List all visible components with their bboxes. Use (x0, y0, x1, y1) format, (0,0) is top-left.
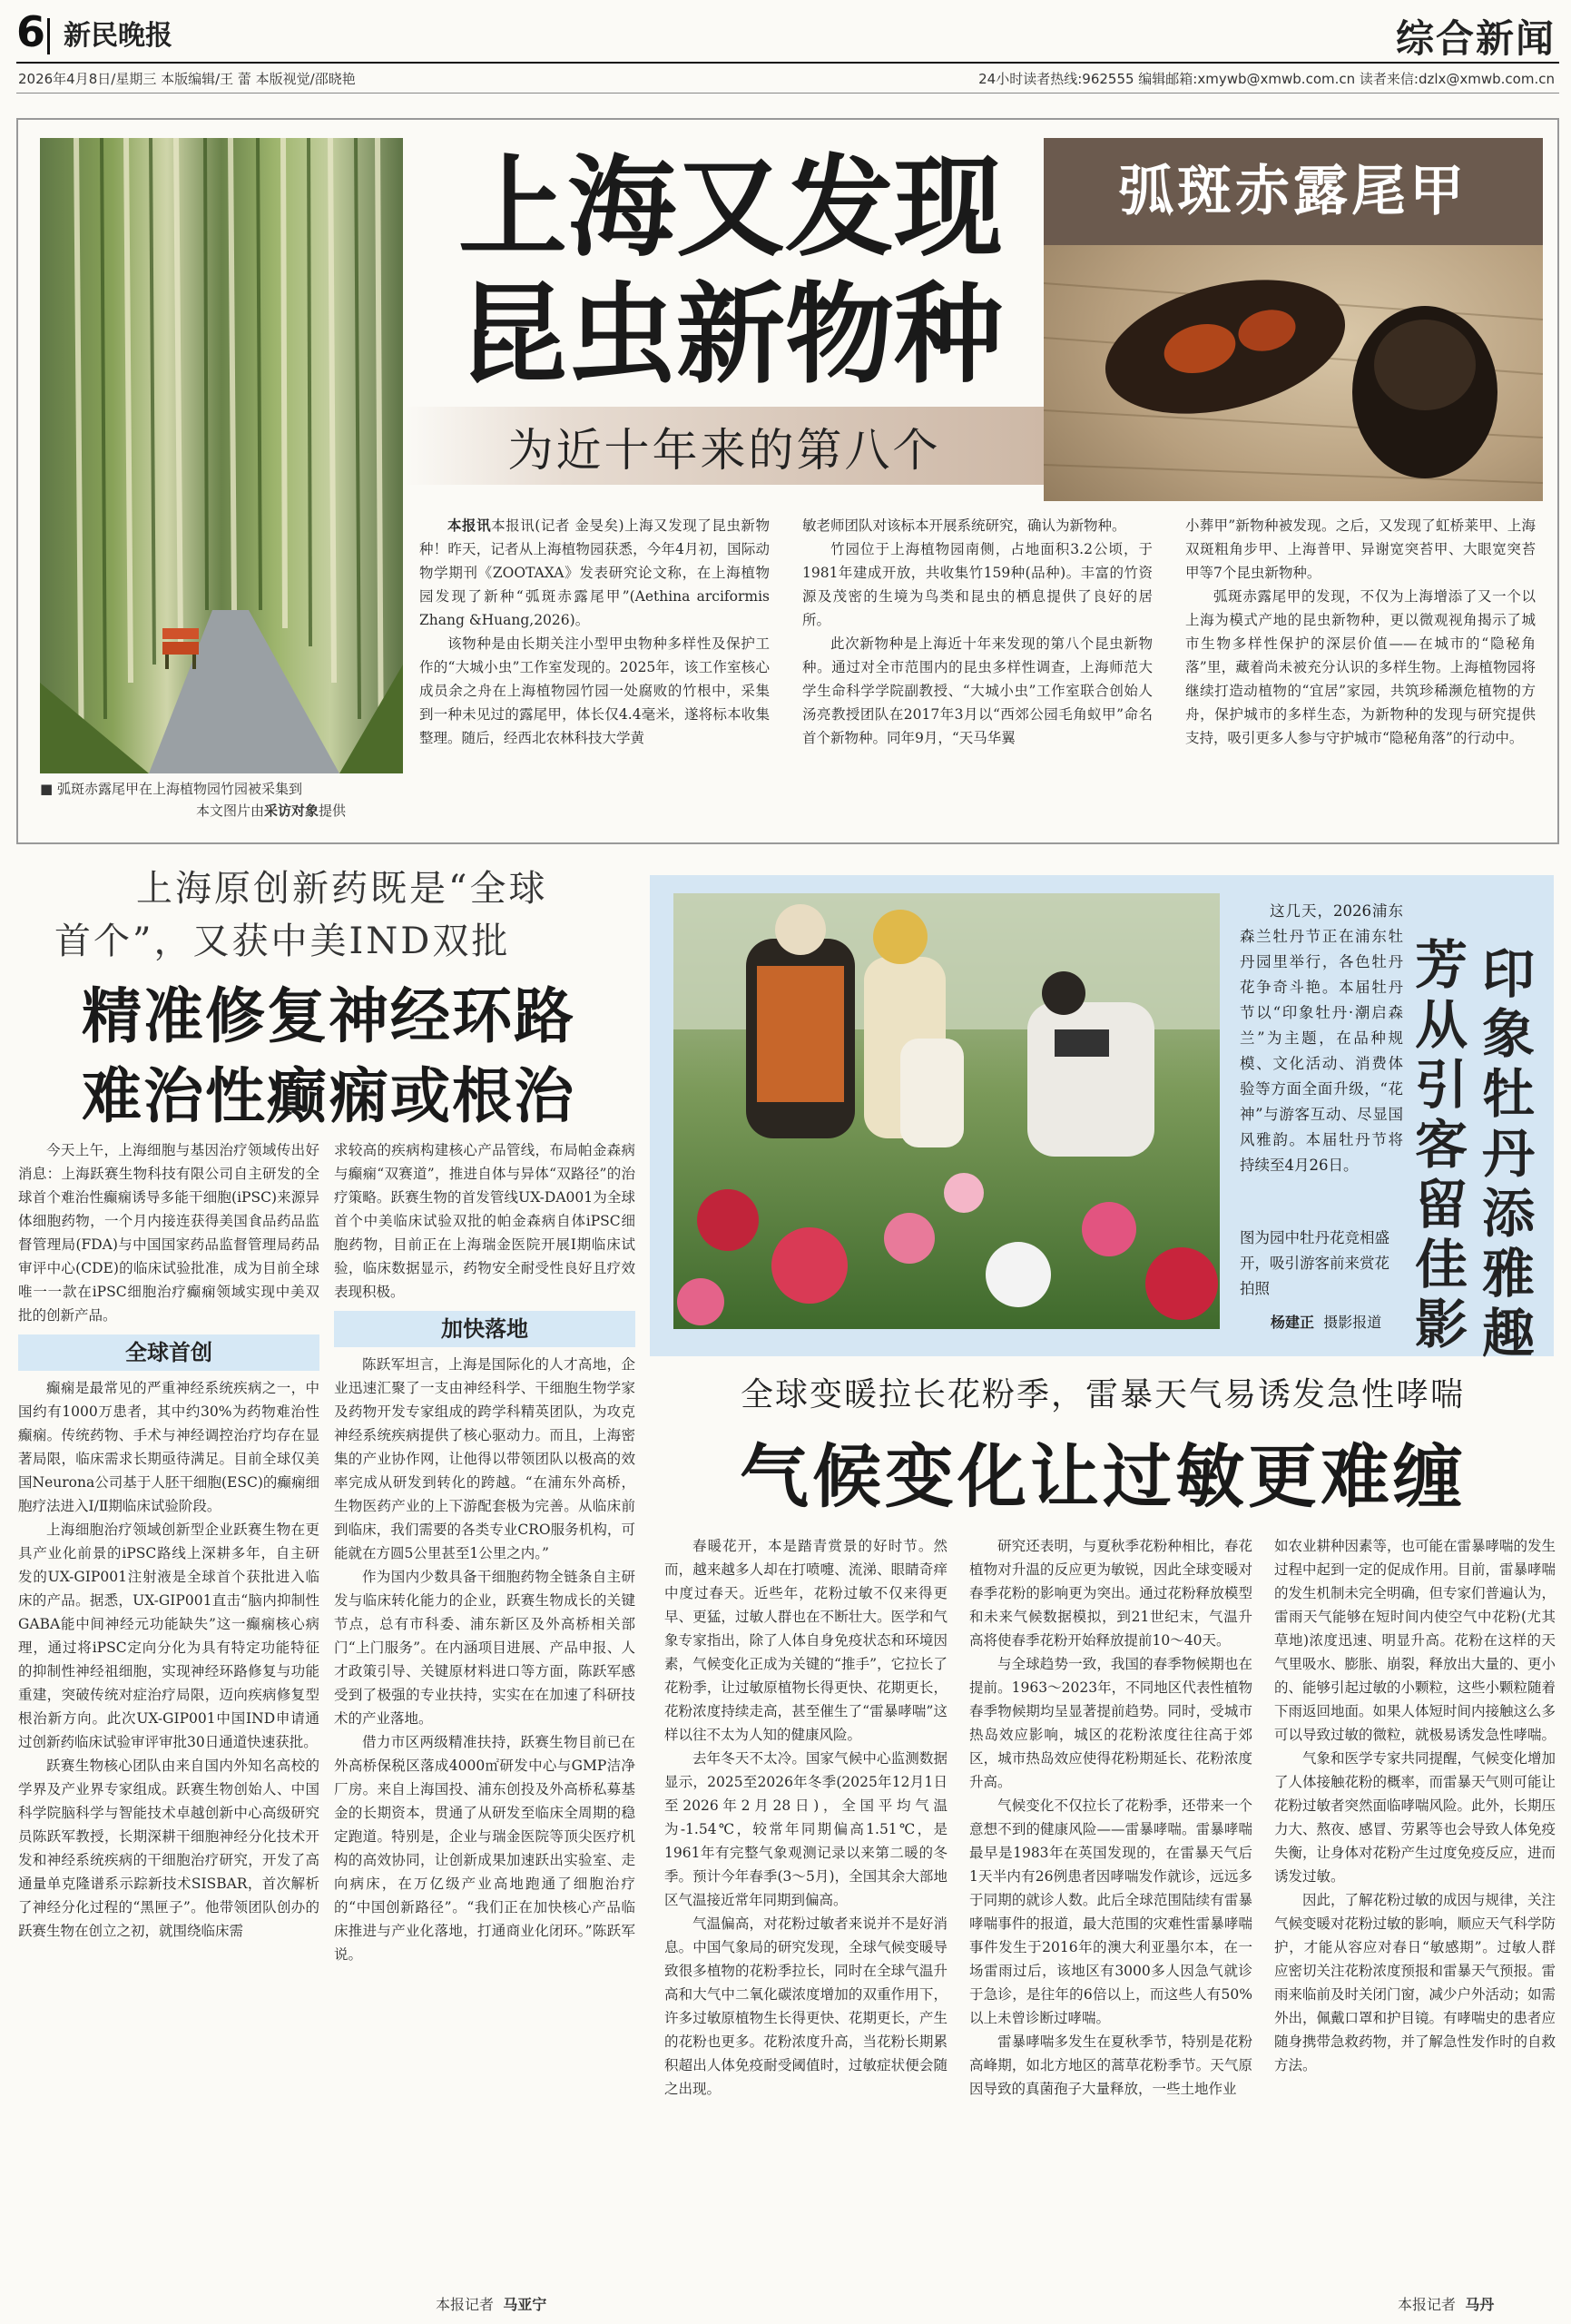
story4-para: 与全球趋势一致，我国的春季物候期也在提前。1963～2023年，不同地区代表性植物春季物候期均呈显著提前趋势。同时，受城市热岛效应影响，城区的花粉浓度往往高于郊区，城市热岛效应使得花粉期延长、花粉浓度升高。 (969, 1656, 1252, 1790)
story4-byline: 本报记者 马丹 (1398, 2296, 1495, 2313)
story1-title-line2: 昆虫新物种 (458, 272, 1003, 399)
date-rule (16, 93, 1559, 94)
story1-para: 敏老师团队对该标本开展系统研究，确认为新物种。 (802, 517, 1126, 534)
story2-col2 (334, 1138, 635, 1966)
section-name: 综合新闻 (1395, 16, 1556, 61)
story2-kicker-line2: 首个”，又获中美IND双批 (54, 921, 511, 962)
story4-para: 雷暴哮喘多发生在夏秋季节，特别是花粉高峰期，如北方地区的蒿草花粉季节。天气原因导致的真菌孢子大量释放，一些土地作业 (969, 2034, 1252, 2097)
story4-para: 气温偏高，对花粉过敏者来说并不是好消息。中国气象局的研究发现，全球气候变暖导致很多植物的花粉季拉长，同时在全球气温升高和大气中二氧化碳浓度增加的双重作用下，许多过敏原植物生长得更快、花期更长，产生的花粉也更多。花粉浓度升高，当花粉长期累积超出人体免疫耐受阈值时，过敏症状便会随之出现。 (664, 1915, 948, 2097)
date-line: 2026年4月8日/星期三 本版编辑/王 蕾 本版视觉/邵晓艳 (18, 71, 356, 87)
story2-col1 (18, 1138, 319, 1943)
story2-kicker (54, 862, 548, 968)
peony-garden-photo (673, 893, 1220, 1329)
story2-para: 作为国内少数具备干细胞药物全链条自主研发与临床转化能力的企业，跃赛生物成长的关键节点，总有市科委、浦东新区及外高桥相关部门“上门服务”。在内涵项目进展、产品申报、人才政策引导、关键原材料进口等方面，陈跃军感受到了极强的专业扶持，实实在在加速了科研技术的产业落地。 (334, 1569, 635, 1727)
bamboo-forest-photo (40, 138, 403, 773)
story2-para: 上海细胞治疗领域创新型企业跃赛生物在更具产业化前景的iPSC路线上深耕多年，自主研发的UX-GIP001注射液是全球首个获批进入临床的产品。据悉，UX-GIP001直击“脑内抑制性GABA能中间神经元功能缺失”这一癫痫核心病理，通过将iPSC定向分化为具有特定功能特征的抑制性神经祖细胞，实现神经环路修复与功能重建，突破传统对症治疗局限，迈向疾病修复型根治新方向。此次UX-GIP001中国IND申请通过创新药临床试验审评审批30日通道快速获批。 (18, 1521, 319, 1750)
story4-para: 研究还表明，与夏秋季花粉种相比，春花植物对升温的反应更为敏锐，因此全球变暖对春季花粉的影响更为突出。通过花粉释放模型和未来气候数据模拟，到21世纪末，气温升高将使春季花粉开始释放提前10～40天。 (969, 1538, 1252, 1649)
story2-subhead-speed-up: 加快落地 (334, 1311, 635, 1347)
story1-para: 此次新物种是上海近十年来发现的第八个昆虫新物种。通过对全市范围内的昆虫多样性调查，上海师范大学生命科学学院副教授、“大城小虫”工作室联合创始人汤亮教授团队在2017年3月以“西郊公园毛角蚁甲”命名首个新物种。同年9月，“天马华翼 (802, 635, 1153, 746)
page-number: 6 (16, 7, 46, 56)
story2-para: 陈跃军坦言，上海是国际化的人才高地，企业迅速汇聚了一支由神经科学、干细胞生物学家及药物开发专家组成的跨学科精英团队，为攻克神经系统疾病提供了核心驱动力。而且，上海密集的产业协作网，让他得以带领团队以极高的效率完成从研发到转化的跨越。“在浦东外高桥，生物医药产业的上下游配套极为完善。从临床前到临床，我们需要的各类专业CRO服务机构，可能就在方圆5公里甚至1公里之内。” (334, 1356, 635, 1561)
story4-para: 气候变化不仅拉长了花粉季，还带来一个意想不到的健康风险——雷暴哮喘。雷暴哮喘最早是1983年在英国发现的，在雷暴天气后1天半内有26例患者因哮喘发作就诊，远远多于同期的就诊人数。此后全球范围陆续有雷暴哮喘事件的报道，最大范围的灾难性雷暴哮喘事件发生于2016年的澳大利亚墨尔本，在一场雷雨过后，该地区有3000多人因急气就诊于急诊，是往年的6倍以上，而这些人有50%以上未曾诊断过哮喘。 (969, 1797, 1252, 2026)
story4-para: 春暖花开，本是踏青赏景的好时节。然而，越来越多人却在打喷嚏、流涕、眼睛奇痒中度过春天。近些年，花粉过敏不仅来得更早、更猛，过敏人群也在不断壮大。医学和气象专家指出，除了人体自身免疫状态和环境因素，气候变化正成为关键的“推手”，它拉长了花粉季，让过敏原植物长得更快、花期更长，花粉浓度持续走高，甚至催生了“雷暴哮喘”这样以往不太为人知的健康风险。 (664, 1538, 948, 1743)
masthead (16, 5, 1559, 60)
story1-col1 (419, 514, 770, 750)
story1-subtitle: 为近十年来的第八个 (507, 424, 941, 477)
story2-subhead-global-first: 全球首创 (18, 1334, 319, 1371)
story3-title-col2: 芳从引客留佳影 (1414, 934, 1468, 1355)
masthead-divider (47, 18, 50, 54)
story4-para: 气象和医学专家共同提醒，气候变化增加了人体接触花粉的概率，而雷暴天气则可能让花粉过敏者突然面临哮喘风险。此外，长期压力大、熬夜、感冒、劳累等也会导致人体免疫失衡，让身体对花粉产生过度免疫反应，进而诱发过敏。 (1274, 1750, 1556, 1885)
story3-text: 这几天，2026浦东森兰牡丹节正在浦东牡丹园里举行，各色牡丹花争奇斗艳。本届牡丹节以“印象牡丹·潮启森兰”为主题，在品种规模、文化活动、消费体验等方面全面升级，“花神”与游客互动、尽显国风雅韵。本届牡丹节将持续至4月26日。 (1240, 902, 1403, 1174)
story4-para: 因此，了解花粉过敏的成因与规律，关注气候变暖对花粉过敏的影响，顺应天气科学防护，才能从容应对春日“敏感期”。过敏人群应密切关注花粉浓度预报和雷暴天气预报。雷雨来临前及时关闭门窗，减少户外活动；如需外出，佩戴口罩和护目镜。有哮喘史的患者应随身携带急救药物，并了解急性发作时的自救方法。 (1274, 1892, 1556, 2073)
story4-col1 (664, 1534, 948, 2101)
story3-caption: 图为园中牡丹花竞相盛开，吸引游客前来赏花拍照 (1240, 1229, 1389, 1297)
story2-para: 癫痫是最常见的严重神经系统疾病之一，中国约有1000万患者，其中约30%为药物难治性癫痫。传统药物、手术与神经调控治疗均存在显著局限，临床需求长期亟待满足。目前全球仅美国Neurona公司基于人胚干细胞(ESC)的癫痫细胞疗法进入Ⅰ/Ⅱ期临床试验阶段。 (18, 1380, 319, 1514)
story1-col2 (802, 514, 1153, 750)
story1-photo-caption: ■ 弧斑赤露尾甲在上海植物园竹园被采集到 (40, 781, 302, 797)
story3-title-col1: 印象牡丹添雅趣 (1481, 943, 1535, 1364)
paper-name: 新民晚报 (64, 20, 172, 52)
story4-para: 如农业耕种因素等，也可能在雷暴哮喘的发生过程中起到一定的促成作用。目前，雷暴哮喘的发生机制未完全明确，但专家们普遍认为，雷雨天气能够在短时间内使空气中花粉(尤其草地)浓度迅速、明显升高。花粉在这样的天气里吸水、膨胀、崩裂，释放出大量的、更小的、能够引起过敏的小颗粒，这些小颗粒随着下雨返回地面。如果人体短时间内接触这么多可以导致过敏的微粒，就极易诱发急性哮喘。 (1274, 1538, 1556, 1743)
story1-para: 弧斑赤露尾甲的发现，不仅为上海增添了又一个以上海为模式产地的昆虫新物种，更以微观视角揭示了城市生物多样性保护的深层价值——在城市的“隐秘角落”里，藏着尚未被充分认识的多样生物。上海植物园将继续打造动植物的“宜居”家园，共筑珍稀濒危植物的方舟，保护城市的多样生态，为新物种的发现与研究提供支持，吸引更多人参与守护城市“隐秘角落”的行动中。 (1185, 588, 1536, 746)
story4-title: 气候变化让过敏更难缠 (740, 1436, 1466, 1517)
story1-para: 本报讯本报讯(记者 金旻矣)上海又发现了昆虫新物种！昨天，记者从上海植物园获悉，今年4月初，国际动物学期刊《ZOOTAXA》发表研究论文称，在上海植物园发现了新种“弧斑赤露尾甲”(Aethina arciformis Zhang &Huang,2026)。 (419, 517, 770, 628)
story4-col2 (969, 1534, 1252, 2101)
story1-title (427, 145, 1035, 399)
story1-para: 小葬甲”新物种被发现。之后，又发现了虹桥莱甲、上海双斑粗角步甲、上海普甲、异谢宽突苔甲、大眼宽突苔甲等7个昆虫新物种。 (1185, 517, 1536, 581)
story1-para: 该物种是由长期关注小型甲虫物种多样性及保护工作的“大城小虫”工作室发现的。2025年，该工作室核心成员余之舟在上海植物园竹园一处腐败的竹根中，采集到一种未见过的露尾甲，体长仅4.4毫米，遂将标本收集整理。随后，经西北农林科技大学黄 (419, 635, 770, 746)
story2-title (20, 977, 637, 1137)
story2-para: 今天上午，上海细胞与基因治疗领域传出好消息：上海跃赛生物科技有限公司自主研发的全球首个难治性癫痫诱导多能干细胞(iPSC)来源异体细胞药物，一个月内接连获得美国食品药品监督管理局(FDA)与中国国家药品监督管理局药品审评中心(CDE)的临床试验批准，成为目前全球唯一一款在iPSC细胞治疗癫痫领域实现中美双批的创新产品。 (18, 1142, 319, 1324)
story2-para: 求较高的疾病构建核心产品管线，布局帕金森病与癫痫“双赛道”，推进自体与异体“双路径”的治疗策略。跃赛生物的首发管线UX-DA001为全球首个中美临床试验双批的帕金森病自体iPSC细胞药物，目前正在上海瑞金医院开展Ⅰ期临床试验，临床数据显示，药物安全耐受性良好且疗效表现积极。 (334, 1142, 635, 1300)
story3-credit: 杨建正 摄影报道 (1271, 1314, 1382, 1331)
story2-kicker-line1: 上海原创新药既是“全球 (136, 868, 548, 910)
species-tag: 弧斑赤露尾甲 (1044, 138, 1543, 245)
story2-para: 跃赛生物核心团队由来自国内外知名高校的学界及产业界专家组成。跃赛生物创始人、中国科学院脑科学与智能技术卓越创新中心高级研究员陈跃军教授，长期深耕干细胞神经分化技术开发和神经系统疾病的干细胞治疗研究，开发了高通量单克隆谱系示踪新技术SISBAR，首次解析了神经分化过程的“黑匣子”。他带领团队创办的跃赛生物在创立之初，就围绕临床需 (18, 1758, 319, 1939)
story2-title-line1: 精准修复神经环路 (82, 981, 575, 1051)
story4-para: 去年冬天不太冷。国家气候中心监测数据显示，2025至2026年冬季(2025年12月1日至2026年2月28日)，全国平均气温为-1.54℃，较常年同期偏高1.51℃，是1961年有完整气象观测记录以来第二暖的冬季。预计今年春季(3～5月)，全国其余大部地区气温接近常年同期到偏高。 (664, 1750, 948, 1908)
story4-kicker: 全球变暖拉长花粉季，雷暴天气易诱发急性哮喘 (740, 1376, 1465, 1413)
story1-title-line1: 上海又发现 (458, 145, 1003, 271)
masthead-rule (16, 62, 1559, 64)
story1-col3 (1185, 514, 1536, 750)
story1-para: 竹园位于上海植物园南侧，占地面积3.2公顷，于1981年建成开放，共收集竹159种(品种)。丰富的竹资源及茂密的生境为鸟类和昆虫的栖息提供了良好的居所。 (802, 541, 1153, 628)
story4-col3 (1274, 1534, 1556, 2077)
story2-title-line2: 难治性癫痫或根治 (82, 1061, 575, 1131)
contact-line: 24小时读者热线:962555 编辑邮箱:xmywb@xmwb.com.cn 读者来信:dzlx@xmwb.com.cn (978, 71, 1555, 87)
story2-para: 借力市区两级精准扶持，跃赛生物目前已在外高桥保税区落成4000㎡研发中心与GMP洁净厂房。来自上海国投、浦东创投及外高桥私募基金的长期资本，贯通了从研发至临床全周期的稳定跑道。特别是，企业与瑞金医院等顶尖医疗机构的高效协同，让创新成果加速跃出实验室、走向病床，在万亿级产业高地跑通了细胞治疗的“中国创新路径”。“我们正在加快核心产品临床推进与产业化落地，打通商业化闭环。”陈跃军说。 (334, 1734, 635, 1963)
story1-photo-credit: 本文图片由采访对象提供 (196, 803, 347, 819)
story2-byline: 本报记者 马亚宁 (436, 2296, 547, 2313)
